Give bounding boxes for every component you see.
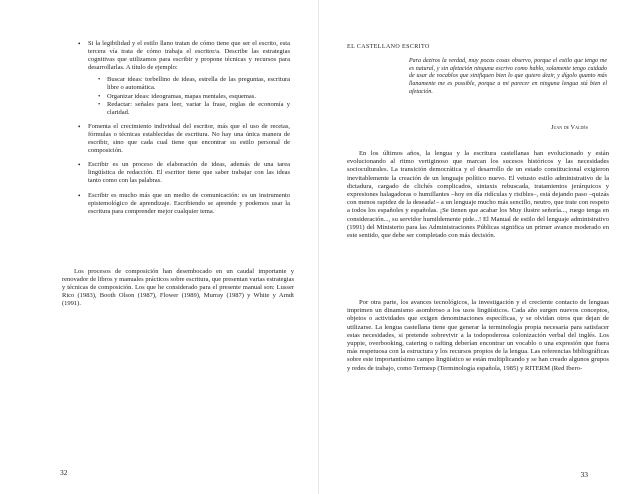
bullet-item: • Escribir es un proceso de elaboración de ideas, además de una tarea lingüística de redacción. El escritor tiene que saber trabajar con las ideas tanto como con las palabras. [78, 161, 290, 185]
running-head: EL CASTELLANO ESCRITO [347, 44, 430, 50]
right-page [319, 0, 638, 494]
sub-bullet-item: • Redactar: señales para leer, variar la frase, reglas de economía y claridad. [98, 101, 290, 117]
sub-bullet-list [98, 76, 290, 116]
page-number: 33 [580, 470, 588, 479]
bullet-item [78, 40, 290, 117]
body-paragraph: Por otra parte, los avances tecnológicos, la investigación y el creciente contacto de lenguas imprimen un dinamismo asombroso a los usos lingüísticos. Cada año surgen nuevos conceptos, objetos o actividades que exigen denominaciones específicas, y se olvidan otros que dejan de utilizarse. La lengua castellana tiene que generar la terminología propia necesaria para satisfacer estas necesidades, si pretende sobrevivir a la todopoderosa colonización verbal del inglés. Los yuppie, overbooking, catering o rafting deberían encontrar un vocablo o una expresión que fuera más respetuosa con la estructura y los recursos propios de la lengua. Las referencias bibliográficas sobre este importantísimo campo lingüístico se están multiplicando y se han creado algunos grupos y redes de trabajo, como Termesp (Terminología española, 1985) y RITERM (Red Ibero- [347, 299, 609, 372]
epigraph-quote: Para deziros la verdad, muy pocas cosas observo, porque el estilo que tengo me es natural, y sin afetación ninguna escrivo como hablo, solamente tengo cuidado de usar de vocablos que sinifiquen bien lo que quiero dezir, y dígolo quanto más llanamente me es possible, porque a mi parecer en ninguna lengua stá bien el afetación. [409, 58, 607, 95]
bullet-text: Si la legibilidad y el estilo llano tratan de cómo tiene que ser el escrito, esta tercera vía trata de cómo trabaja el escritor/a. Describe las estrategias cognitivas que utilizamos para escribir y propone técnicas y recursos para desarrollarlas. A título de ejemplo: [88, 40, 290, 72]
body-paragraph: En los últimos años, la lengua y la escritura castellanas han evolucionado y están evolucionando al ritmo vertiginoso que marcan los sucesos históricos y las necesidades socioculturales. La transición democrática y el desarrollo de un estado constitucional exigieron inevitablemente la creación de un lenguaje político nuevo. El vetusto estilo administrativo de la dictadura, cargado de clichés complicados, sintaxis rebuscada, tratamientos jerárquicos y expresiones halagadoras o humillantes –hoy en día ridículas y risibles–, está dejando paso –quizás con menos rapidez de la deseada!– a un lenguaje mucho más sencillo, neutro, que trate con respeto a todos los españoles y españolas. ¡Se tienen que acabar los Muy ilustre señoría..., ruego tenga en consideración..., su servidor humildemente pide...! El Manual de estilo del lenguaje administrativo (1991) del Ministerio para las Administraciones Públicas significa un primer avance moderado en este sentido, que debe ser completado con más decisión. [347, 150, 609, 240]
bullet-list [78, 40, 290, 222]
sub-bullet-item: • Organizar ideas: ideogramas, mapas mentales, esquemas. [98, 93, 290, 101]
bullet-item: • Escribir es mucho más que un medio de comunicación: es un instrumento epistemológico de aprendizaje. Escribiendo se aprende y podemos usar la escritura para comprender mejor cualquier tema. [78, 192, 290, 216]
epigraph-author: Juan de Valdés [551, 124, 588, 131]
body-paragraph: Los procesos de composición han desembocado en un caudal importante y renovador de libros y manuales prácticos sobre escritura, que presentan varias estrategias y técnicas de composición. Los que he considerado para el presente manual son: Lusser Rico (1983), Booth Olson (1987), Flower (1989), Murray (1987) y White y Arndt (1991). [62, 268, 294, 308]
page-number: 32 [60, 468, 68, 477]
sub-bullet-item: • Buscar ideas: torbellino de ideas, estrella de las preguntas, escritura libre o automática. [98, 76, 290, 92]
bullet-item: • Fomenta el crecimiento individual del escritor, más que el uso de recetas, fórmulas o técnicas establecidas de escritura. No hay una única manera de escribir, sino que cada cual tiene que encontrar su estilo personal de composición. [78, 123, 290, 155]
